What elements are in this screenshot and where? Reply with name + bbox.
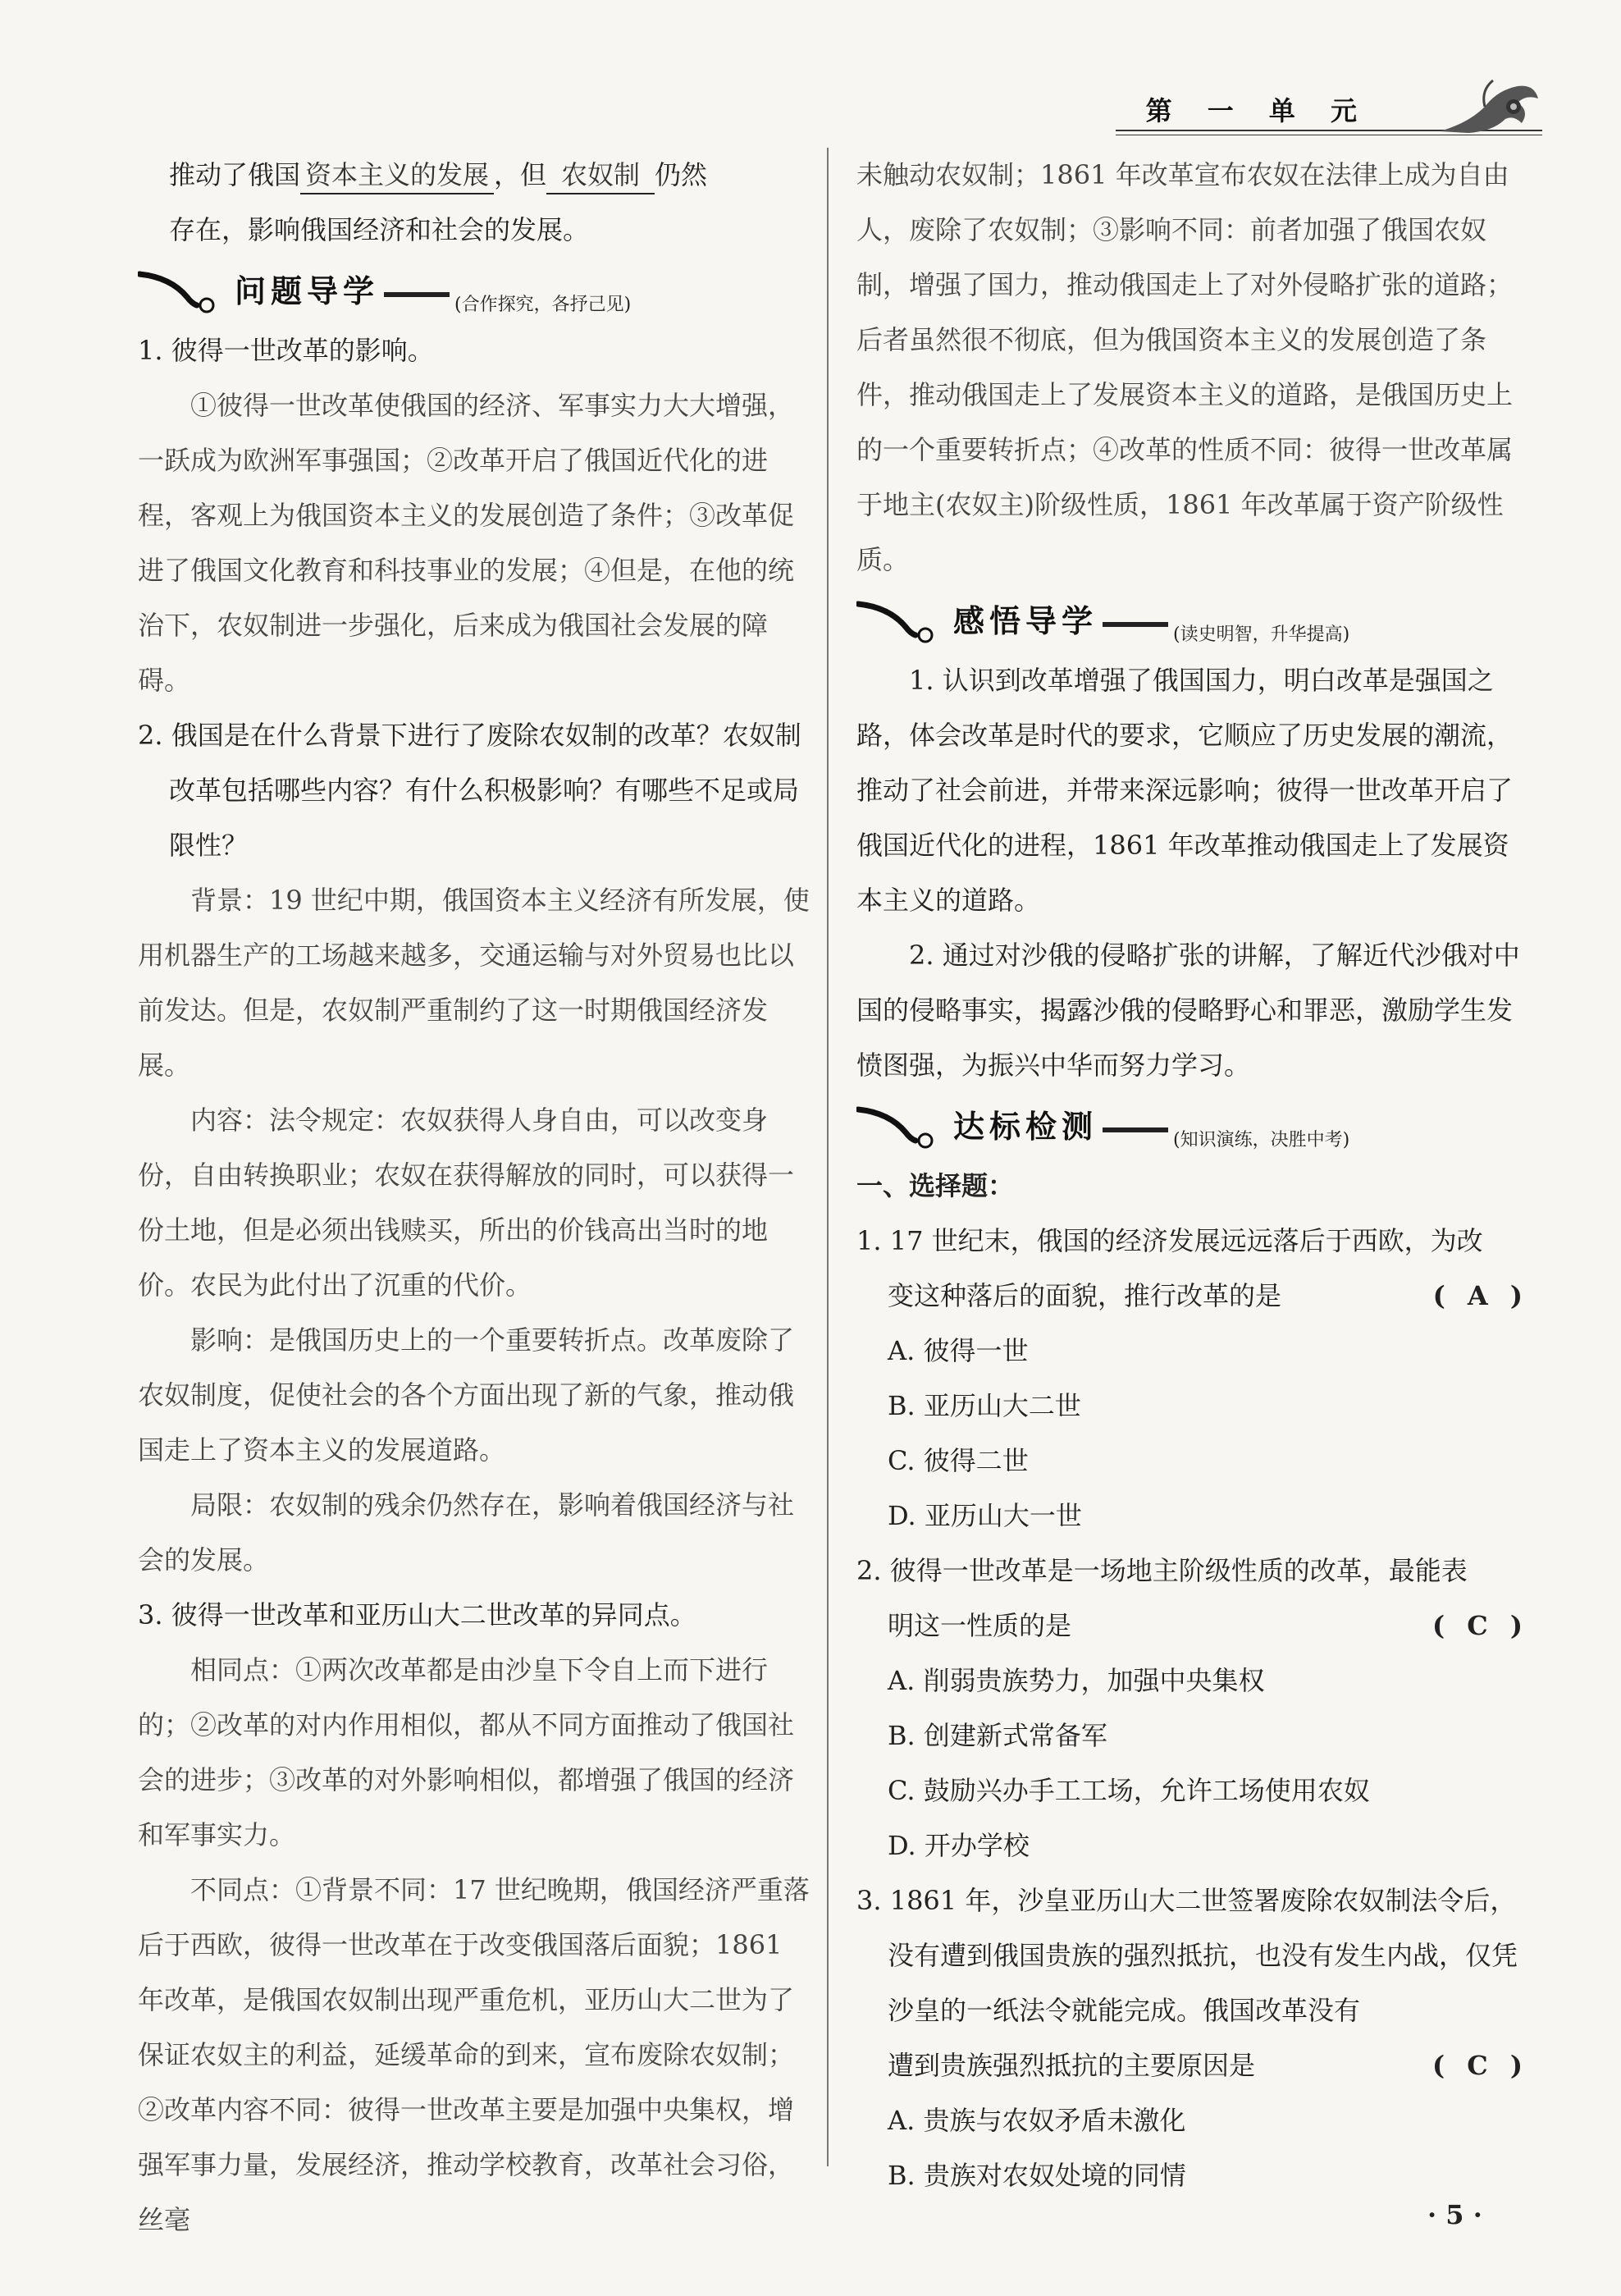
section-rule: [384, 292, 450, 297]
question-stem: 3. 1861 年，沙皇亚历山大二世签署废除农奴制法令后，没有遭到俄国贵族的强烈抵抗，也没有发生内战，仅凭沙皇的一纸法令就能完成。俄国改革没有: [856, 1885, 1518, 2026]
question-3-title: 3. 彼得一世改革和亚历山大二世改革的异同点。: [138, 1599, 696, 1631]
question-stem: 1. 17 世纪末，俄国的经济发展远远落后于西欧，为改: [856, 1225, 1483, 1256]
option-a: A. 彼得一世: [888, 1335, 1029, 1366]
unit-title: 第 一 单 元: [1145, 95, 1370, 126]
hook-icon: [856, 1105, 947, 1154]
section-header-wenti: [138, 263, 810, 320]
option-a: A. 贵族与农奴矛盾未激化: [888, 2105, 1186, 2136]
question-2-background: 背景：19 世纪中期，俄国资本主义经济有所发展，使用机器生产的工场越来越多，交通运输与对外贸易也比以前发达。但是，农奴制严重制约了这一时期俄国经济发展。: [138, 885, 810, 1081]
column-divider: [827, 148, 829, 2166]
hook-icon: [856, 599, 947, 648]
question-2-limitation: 局限：农奴制的残余仍然存在，影响着俄国经济与社会的发展。: [138, 1489, 795, 1576]
option-c: C. 彼得二世: [888, 1445, 1029, 1476]
option-b: B. 创建新式常备军: [888, 1720, 1107, 1751]
hook-icon: [138, 269, 228, 318]
section-note: (知识演练，决胜中考): [1173, 1130, 1350, 1150]
section-note: (合作探究，各抒己见): [454, 295, 632, 315]
section-title: 感悟导学: [953, 603, 1098, 639]
question-stem-line: 明这一性质的是 ( C ): [856, 1599, 1529, 1653]
page-number: · 5 ·: [1427, 2199, 1482, 2230]
section-header-dabiao: [856, 1098, 1529, 1155]
left-column: [138, 148, 810, 2248]
question-1-title: 1. 彼得一世改革的影响。: [138, 335, 434, 366]
option-c: C. 鼓励兴办手工工场，允许工场使用农奴: [888, 1775, 1370, 1806]
question-1-answer: ①彼得一世改革使俄国的经济、军事实力大大增强，一跃成为欧洲军事强国；②改革开启了俄国近代化的进程，客观上为俄国资本主义的发展创造了条件；③改革促进了俄国文化教育和科技事业的发展；④但是，在他的统治下，农奴制进一步强化，后来成为俄国社会发展的障碍。: [138, 390, 795, 696]
option-a: A. 削弱贵族势力，加强中央集权: [888, 1665, 1265, 1696]
question-2-impact: 影响：是俄国历史上的一个重要转折点。改革废除了农奴制度，促使社会的各个方面出现了新的气象，推动俄国走上了资本主义的发展道路。: [138, 1324, 795, 1466]
section-rule: [1103, 622, 1168, 627]
section-title: 问题导学: [235, 273, 380, 309]
section-note: (读史明智，升华提高): [1173, 624, 1350, 645]
insight-paragraph-1: 1. 认识到改革增强了俄国国力，明白改革是强国之路，体会改革是时代的要求，它顺应了历史发展的潮流，推动了社会前进，并带来深远影响；彼得一世改革开启了俄国近代化的进程，1861 年改革推动俄国走上了发展资本主义的道路。: [856, 665, 1514, 916]
insight-paragraph-2: 2. 通过对沙俄的侵略扩张的讲解，了解近代沙俄对中国的侵略事实，揭露沙俄的侵略野心和罪恶，激励学生发愤图强，为振兴中华而努力学习。: [856, 940, 1520, 1081]
section-rule: [1103, 1127, 1168, 1132]
question-stem-line: 变这种落后的面貌，推行改革的是 ( A ): [856, 1269, 1529, 1324]
intro-line-2: 存在，影响俄国经济和社会的发展。: [169, 214, 590, 245]
question-3-differences: 不同点：①背景不同：17 世纪晚期，俄国经济严重落后于西欧，彼得一世改革在于改变俄国落后面貌；1861 年改革，是俄国农奴制出现严重危机，亚历山大二世为了保证农奴主的利益，延缓革命的到来，宣布废除农奴制；②改革内容不同：彼得一世改革主要是加强中央集权，增强军事力量，发展经济，推动学校教育，改革社会习俗，丝毫: [138, 1874, 810, 2235]
right-column: [856, 148, 1529, 2203]
running-header: [1116, 82, 1542, 131]
question-2-title: 2. 俄国是在什么背景下进行了废除农奴制的改革？农奴制改革包括哪些内容？有什么积极影响？有哪些不足或局限性？: [138, 720, 801, 861]
option-b: B. 亚历山大二世: [888, 1390, 1081, 1421]
question-2-content: 内容：法令规定：农奴获得人身自由，可以改变身份，自由转换职业；农奴在获得解放的同时，可以获得一份土地，但是必须出钱赎买，所出的价钱高出当时的地价。农民为此付出了沉重的代价。: [138, 1105, 795, 1301]
question-3-similarities: 相同点：①两次改革都是由沙皇下令自上而下进行的；②改革的对内作用相似，都从不同方面推动了俄国社会的进步；③改革的对外影响相似，都增强了俄国的经济和军事实力。: [138, 1654, 795, 1850]
option-d: D. 开办学校: [888, 1830, 1030, 1861]
floral-ornament-icon: [1436, 74, 1542, 139]
multiple-choice-heading: 一、选择题：: [856, 1170, 1015, 1201]
answer-mark: ( C ): [1432, 1610, 1529, 1641]
option-b: B. 贵族对农奴处境的同情: [888, 2160, 1186, 2191]
question-3-differences-continued: 未触动农奴制；1861 年改革宣布农奴在法律上成为自由人，废除了农奴制；③影响不同：前者加强了俄国农奴制，增强了国力，推动俄国走上了对外侵略扩张的道路；后者虽然很不彻底，但为俄国资本主义的发展创造了条件，推动俄国走上了发展资本主义的道路，是俄国历史上的一个重要转折点；④改革的性质不同：彼得一世改革属于地主(农奴主)阶级性质，1861 年改革属于资产阶级性质。: [856, 159, 1514, 575]
answer-mark: ( C ): [1432, 2050, 1529, 2081]
fill-blank-1: 资本主义的发展: [300, 157, 494, 194]
mc-question-2: [856, 1544, 1529, 1873]
section-title: 达标检测: [953, 1109, 1098, 1145]
mc-question-3: [856, 1873, 1529, 2203]
question-stem-line: 遭到贵族强烈抵抗的主要原因是 ( C ): [856, 2038, 1529, 2093]
mc-question-1: [856, 1214, 1529, 1544]
option-d: D. 亚历山大一世: [888, 1500, 1082, 1531]
section-header-ganwu: [856, 592, 1529, 650]
intro-paragraph: 推动了俄国 资本主义的发展 ，但 农奴制 仍然: [138, 148, 810, 203]
fill-blank-2: 农奴制: [546, 157, 655, 194]
answer-mark: ( A ): [1432, 1280, 1529, 1311]
question-stem: 2. 彼得一世改革是一场地主阶级性质的改革，最能表: [856, 1555, 1468, 1586]
